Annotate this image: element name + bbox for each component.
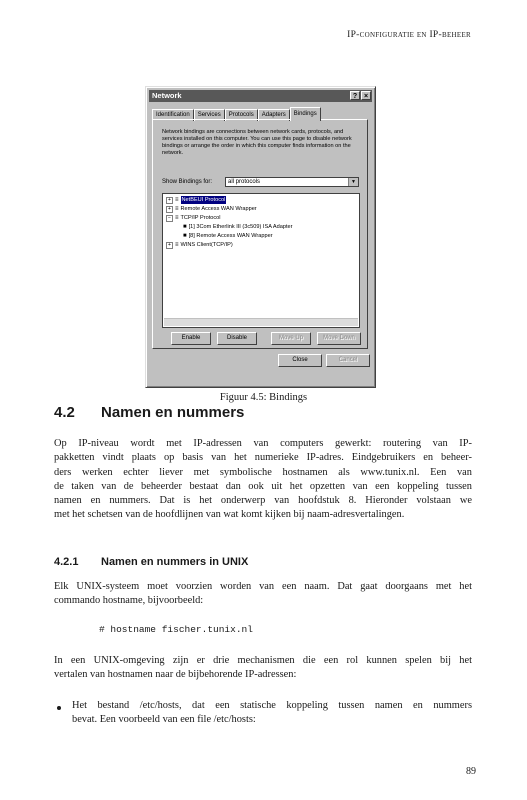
tree-item-netbeui[interactable] [166,196,226,204]
move-down-button[interactable]: Move Down [317,332,361,345]
paragraph-line: bevat. Een voorbeeld van een file /etc/hosts: [72,714,256,726]
collapse-icon[interactable]: − [166,215,173,222]
close-button[interactable]: Close [278,354,322,367]
tree-item-wan-wrapper[interactable] [183,232,273,240]
figure-caption: Figuur 4.5: Bindings [219,392,308,403]
tab-services[interactable]: Services [194,109,225,121]
tree-item-label: TCP/IP Protocol [180,215,221,221]
subsection-heading [54,556,248,568]
paragraph-line: Het bestand /etc/hosts, dat een statische koppeling tussen namen en nummers [72,700,472,711]
tab-bindings[interactable]: Bindings [290,107,321,121]
paragraph-3 [54,654,472,683]
paragraph-line: pakketten vindt plaats op basis van het numerieke IP-adres. Eindgebruikers en beheer- [54,452,472,464]
tree-item-tcpip[interactable] [166,214,221,222]
paragraph-line: ders werken echter liever met symbolische hostnamen als www.tunix.nl. Een van [54,466,472,478]
tree-item-label: NetBEUI Protocol [181,197,226,203]
running-header: IP-configuratie en IP-beheer [347,30,471,40]
paragraph-line: met het schetsen van de hoofdlijnen van wat komt kijken bij naam-adresvertalingen. [54,509,405,521]
close-x-button[interactable]: × [361,91,371,100]
tree-item-remote-access[interactable] [166,205,257,213]
show-bindings-value: all protocols [228,179,261,185]
paragraph-line: Elk UNIX-systeem moet voorzien worden van een naam. Dat gaat doorgaans met het [54,581,472,592]
tree-item-label: [1] 3Com Etherlink III (3c509) ISA Adapter [188,224,293,230]
dialog-title: Network [152,91,182,100]
tree-item-label: WINS Client(TCP/IP) [180,242,233,248]
section-title: Namen en nummers [101,404,245,421]
network-component-icon: ≡ [175,242,179,248]
tree-item-label: Remote Access WAN Wrapper [180,206,257,212]
paragraph-line: commando hostname, bijvoorbeeld: [54,595,204,607]
tree-item-wins-client[interactable] [166,241,233,249]
paragraph-line: In een UNIX-omgeving zijn er drie mechanismen die een rol kunnen spelen bij het [54,655,472,666]
subsection-title: Namen en nummers in UNIX [101,556,249,568]
bullet-item [72,699,472,728]
paragraph-line: namen en nummers. Dat is het onderwerp van hoofdstuk 8. Hieronder volstaan we [54,495,472,507]
network-component-icon: ≡ [175,215,179,221]
paragraph-2 [54,580,472,609]
bullet-icon [57,706,61,710]
network-component-icon: ≡ [175,197,179,203]
adapter-icon: ■ [183,224,187,230]
tab-protocols[interactable]: Protocols [225,109,258,121]
paragraph-1 [54,437,472,523]
show-bindings-label: Show Bindings for: [162,179,213,185]
bindings-description: Network bindings are connections between network cards, protocols, and services installed on this computer. You can use this page to disable network bindings or arrange the order in which this computer finds information on the network. [162,129,352,156]
enable-button[interactable]: Enable [171,332,211,345]
tree-item-label: [8] Remote Access WAN Wrapper [188,233,273,239]
paragraph-line: vertalen van hostnamen naar de bijbehorende IP-adressen: [54,669,297,681]
tree-item-3com-adapter[interactable] [183,223,292,231]
subsection-number: 4.2.1 [54,556,79,568]
cancel-button[interactable]: Cancel [326,354,370,367]
tab-identification[interactable]: Identification [152,109,194,121]
section-heading [54,404,244,421]
adapter-icon: ■ [183,233,187,239]
paragraph-line: Op IP-niveau wordt met IP-adressen van computers gewerkt: routering van IP- [54,438,472,449]
help-button[interactable]: ? [350,91,360,100]
disable-button[interactable]: Disable [217,332,257,345]
horizontal-scrollbar[interactable] [164,318,358,326]
bindings-panel [152,119,368,349]
bindings-tree[interactable] [162,193,360,328]
expand-icon[interactable]: + [166,197,173,204]
network-component-icon: ≡ [175,206,179,212]
section-number: 4.2 [54,404,75,421]
paragraph-line: de taken van de beheerder bestaat dan ook uit het opzetten van een koppeling tussen [54,480,472,492]
code-example: # hostname fischer.tunix.nl [99,624,253,635]
tab-adapters[interactable]: Adapters [258,109,290,121]
chevron-down-icon[interactable]: ▼ [348,178,358,186]
expand-icon[interactable]: + [166,242,173,249]
page-number: 89 [466,766,476,777]
move-up-button[interactable]: Move Up [271,332,311,345]
expand-icon[interactable]: + [166,206,173,213]
show-bindings-select[interactable] [225,177,359,187]
dialog-titlebar [149,90,372,102]
network-dialog [145,86,376,388]
